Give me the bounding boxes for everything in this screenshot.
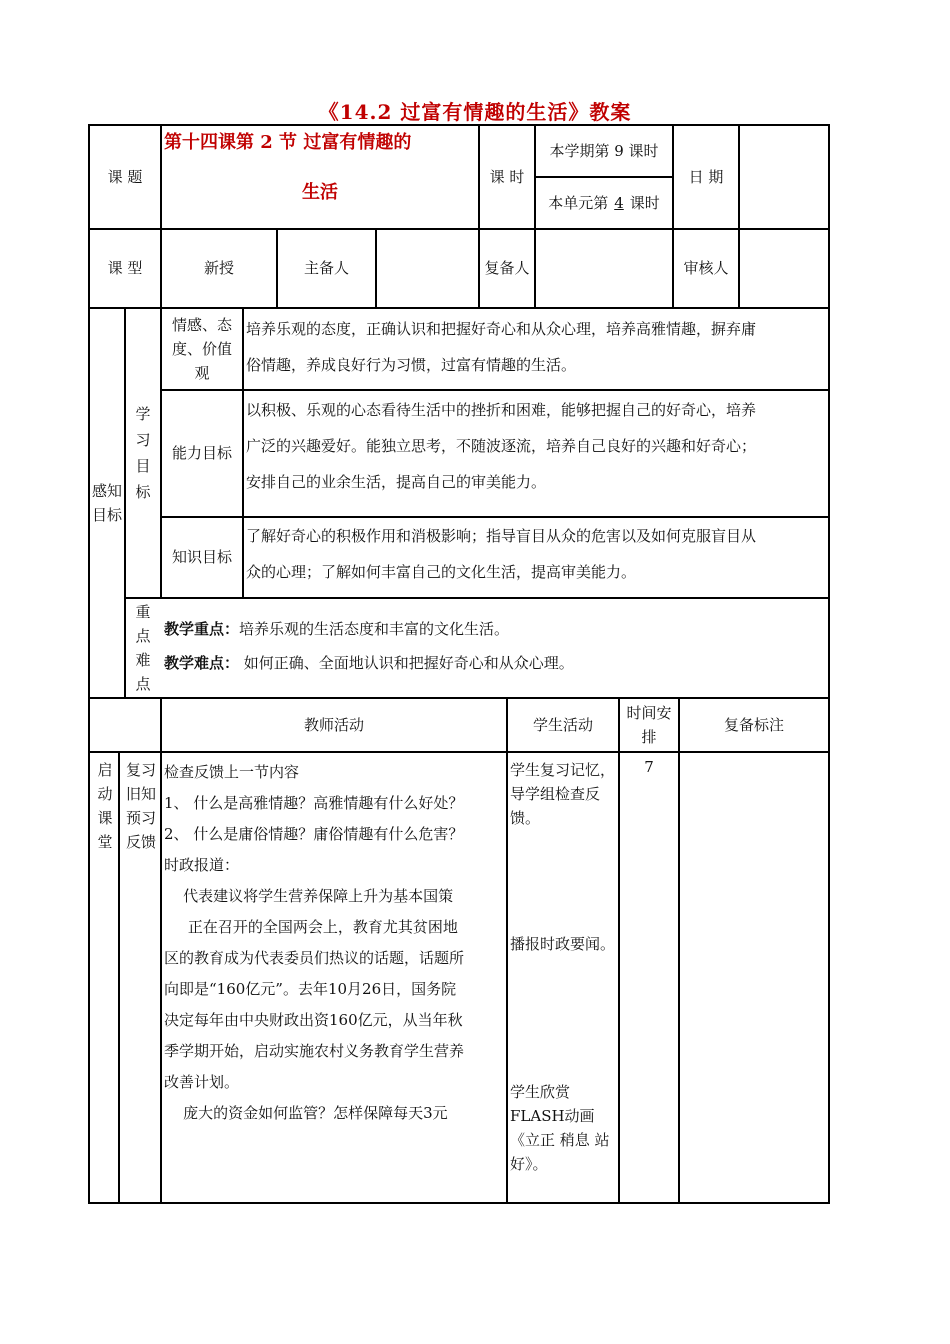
topic-title-line1: 第十四课第 2 节 过富有情趣的 xyxy=(164,132,412,153)
lesson-plan-table xyxy=(88,124,830,1204)
teacher-line: 向即是“160亿元”。去年10月26日，国务院 xyxy=(164,980,457,998)
teacher-line: 正在召开的全国两会上，教育尤其贫困地 xyxy=(164,918,458,936)
remark-cell[interactable] xyxy=(680,753,828,1202)
unit-hours-prefix: 本单元第 xyxy=(548,193,609,212)
ability-goal-label: 能力目标 xyxy=(171,444,232,463)
learning-goals-label: 学习目标 xyxy=(135,405,151,501)
time-value: 7 xyxy=(644,758,654,776)
teaching-key-point: 教学重点：培养乐观的生活态度和丰富的文化生活。 xyxy=(164,620,510,638)
document-title: 《14.2 过富有情趣的生活》教案 xyxy=(318,100,632,124)
type-value: 新授 xyxy=(203,259,234,278)
unit-hours-number: 4 xyxy=(614,193,624,212)
hours-label: 课 时 xyxy=(489,167,525,186)
student-activity-news: 播报时政要闻。 xyxy=(510,935,616,953)
time-header: 时间安 排 xyxy=(626,704,672,746)
student-activity-review: 学生复习记忆，导学组检查反馈。 xyxy=(510,761,616,827)
topic-title-line2: 生活 xyxy=(302,182,338,203)
teacher-line: 决定每年由中央财政出资160亿元，从当年秋 xyxy=(164,1011,463,1029)
unit-hours-suffix: 课时 xyxy=(629,193,660,212)
knowledge-goal-text: 了解好奇心的积极作用和消极影响；指导盲目从众的危害以及如何克服盲目从 众的心理；了解如何丰富自己的文化生活，提高审美能力。 xyxy=(246,527,757,581)
teacher-line: 代表建议将学生营养保障上升为基本国策 xyxy=(164,887,454,905)
teacher-line: 庞大的资金如何监管？怎样保障每天3元 xyxy=(164,1104,448,1122)
substage-label: 复习 旧知 预习 反馈 xyxy=(125,761,156,851)
teacher-line: 时政报道： xyxy=(164,856,240,874)
main-preparer-label: 主备人 xyxy=(303,259,349,278)
teacher-line: 季学期开始，启动实施农村义务教育学生营养 xyxy=(164,1042,465,1060)
teacher-line: 2、 什么是庸俗情趣？庸俗情趣有什么危害？ xyxy=(164,825,464,843)
teacher-activity-header: 教师活动 xyxy=(303,715,364,734)
teacher-activity-content xyxy=(164,757,508,1129)
reviewer-value[interactable] xyxy=(740,230,828,307)
reviewer-label: 审核人 xyxy=(683,259,729,278)
co-preparer-value[interactable] xyxy=(536,230,672,307)
emotion-goal-label: 情感、态 度、价值 观 xyxy=(171,316,232,382)
main-preparer-value[interactable] xyxy=(377,230,478,307)
student-activity-header: 学生活动 xyxy=(532,715,593,734)
teacher-line: 1、 什么是高雅情趣？高雅情趣有什么好处？ xyxy=(164,794,464,812)
emotion-goal-text: 培养乐观的态度，正确认识和把握好奇心和从众心理，培养高雅情趣，摒弃庸 俗情趣，养成良好行为习惯，过富有情趣的生活。 xyxy=(246,320,757,374)
stage-label: 启动课堂 xyxy=(97,761,113,851)
unit-hours xyxy=(536,178,672,228)
knowledge-goal-label: 知识目标 xyxy=(171,548,232,567)
term-hours: 本学期第 9 课时 xyxy=(549,141,659,160)
teacher-line: 检查反馈上一节内容 xyxy=(164,763,300,781)
key-difficulty-label: 重点难点 xyxy=(135,603,151,693)
teacher-line: 改善计划。 xyxy=(164,1073,240,1091)
topic-label: 课 题 xyxy=(107,167,143,186)
co-preparer-label: 复备人 xyxy=(484,259,530,278)
remark-header: 复备标注 xyxy=(723,715,784,734)
teacher-line: 区的教育成为代表委员们热议的话题，话题所 xyxy=(164,949,465,967)
date-value[interactable] xyxy=(740,126,828,228)
student-activity-flash: 学生欣赏FLASH动画《立正 稍息 站好》。 xyxy=(510,1083,610,1173)
perception-goals-label: 感知目标 xyxy=(92,482,123,524)
type-label: 课 型 xyxy=(107,259,143,278)
teaching-difficulty: 教学难点： 如何正确、全面地认识和把握好奇心和从众心理。 xyxy=(164,654,574,672)
date-label: 日 期 xyxy=(688,167,724,186)
ability-goal-text: 以积极、乐观的心态看待生活中的挫折和困难，能够把握自己的好奇心，培养 广泛的兴趣爱好。能独立思考，不随波逐流，培养自己良好的兴趣和好奇心； 安排自己的业余生活，提高自己的审美能力。 xyxy=(246,401,757,491)
